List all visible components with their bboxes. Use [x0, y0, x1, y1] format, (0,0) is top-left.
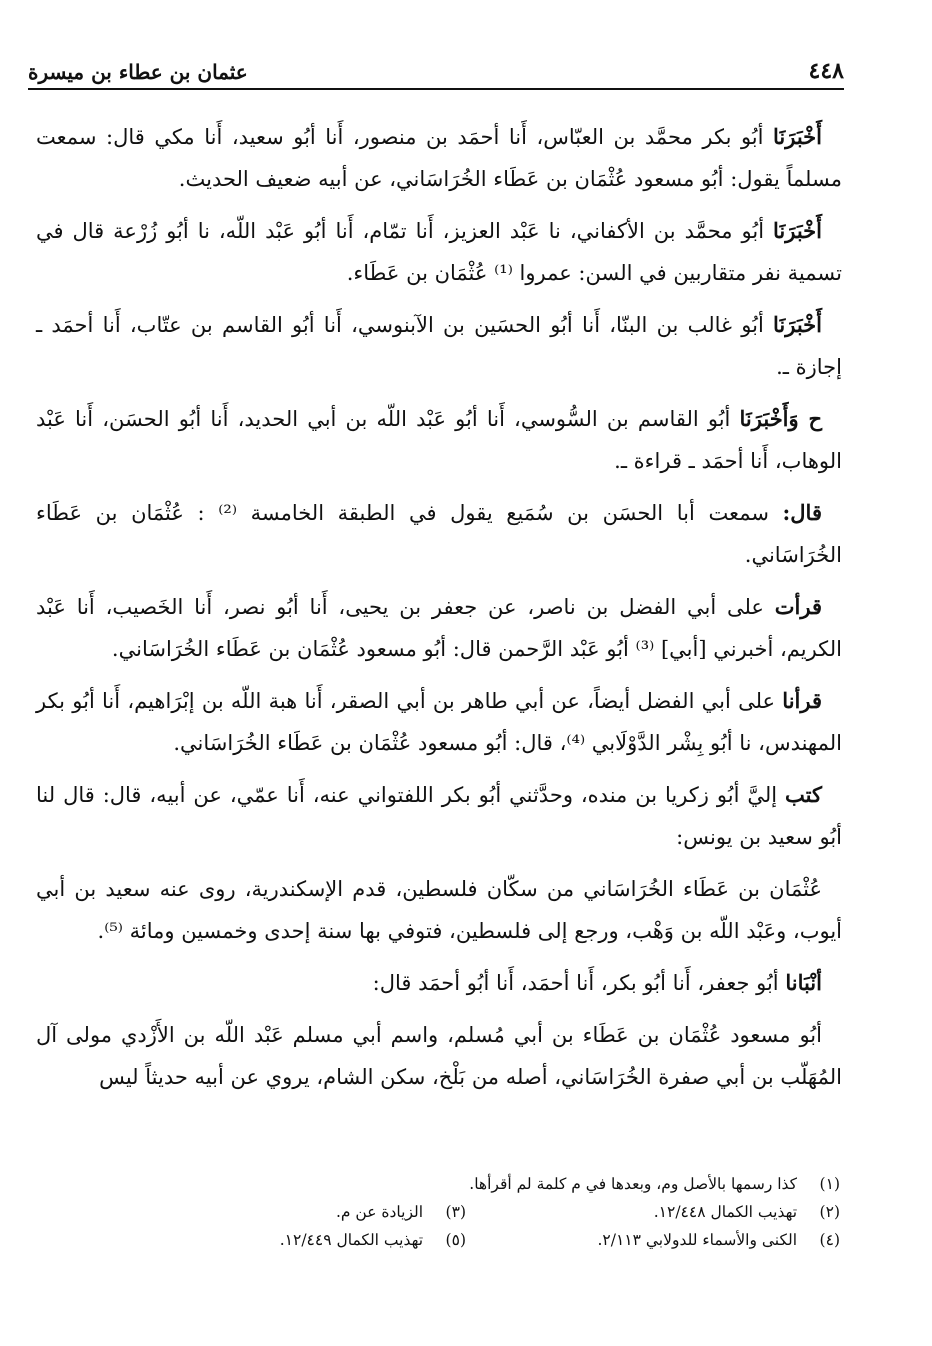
paragraph-text: عُثْمَان بن عَطَاء الخُرَاسَاني من سكّان فلسطين، قدم الإسكندرية، روى عنه سعيد بن أبي أيوب، وعَبْد اللّه بن وَهْب، ورجع إلى فلسطين، فتوفي بها سنة إحدى وخمسين ومائة ⁽⁵⁾.	[36, 877, 842, 943]
paragraph-text: على أبي الفضل أيضاً، عن أبي طاهر بن أبي الصقر، أَنا هبة اللّه بن إبْرَاهيم، أَنا أبُو بكر المهندس، نا أبُو بِشْر الدَّوْلَابي ⁽⁴⁾، قال: أبُو مسعود عُثْمَان بن عَطَاء الخُرَاسَاني.	[36, 689, 842, 755]
paragraph-lead: أَخْبَرَنَا	[773, 218, 822, 243]
footnote-2	[466, 1198, 840, 1226]
footnotes	[92, 1170, 840, 1254]
paragraph-2	[36, 210, 842, 294]
footnote-text: الكنى والأسماء للدولابي ٢/١١٣.	[597, 1231, 798, 1249]
paragraph-1	[36, 116, 842, 200]
paragraph-lead: ح وَأَخْبَرَنَا	[739, 406, 822, 431]
paragraph-lead: قال:	[782, 500, 822, 525]
paragraph-lead: كتب	[785, 782, 822, 807]
paragraph-text: على أبي الفضل بن ناصر، عن جعفر بن يحيى، أَنا أبُو نصر، أَنا الخَصيب، أَنا عَبْد الكريم، أخبرني [أبي] ⁽³⁾ أبُو عَبْد الرَّحمن قال: أبُو مسعود عُثْمَان بن عَطَاء الخُرَاسَاني.	[36, 595, 842, 661]
footnote-text: تهذيب الكمال ١٢/٤٤٨.	[653, 1203, 798, 1221]
footnote-number: (٣)	[445, 1203, 466, 1221]
paragraph-5	[36, 492, 842, 576]
paragraph-10	[36, 962, 842, 1004]
footnote-text: كذا رسمها بالأصل وم، وبعدها في م كلمة لم أقرأها.	[469, 1175, 798, 1193]
paragraph-8	[36, 774, 842, 858]
paragraph-3	[36, 304, 842, 388]
footnote-number: (٤)	[819, 1231, 840, 1249]
paragraph-4	[36, 398, 842, 482]
footnote-text: الزيادة عن م.	[335, 1203, 424, 1221]
paragraph-lead: قرأت	[774, 594, 822, 619]
paragraph-lead: قرأنا	[782, 688, 822, 713]
paragraph-text: أبُو القاسم بن السُّوسي، أَنا أبُو عَبْد اللّه بن أبي الحديد، أَنا أبُو الحسَن، أَنا عَبْد الوهاب، أَنا أحمَد ـ قراءة ـ.	[36, 407, 842, 473]
footnote-number: (١)	[819, 1175, 840, 1193]
paragraph-text: سمعت أبا الحسَن بن سُمَيع يقول في الطبقة الخامسة ⁽²⁾ : عُثْمَان بن عَطَاء الخُرَاسَاني.	[36, 501, 842, 567]
footnote-number: (٢)	[819, 1203, 840, 1221]
footnote-row	[92, 1170, 840, 1198]
paragraph-lead: أَخْبَرَنَا	[773, 124, 822, 149]
footnote-number: (٥)	[445, 1231, 466, 1249]
paragraph-text: أبُو غالب بن البنّا، أَنا أبُو الحسَين بن الآبنوسي، أَنا أبُو القاسم بن عتّاب، أَنا أحمَد ـ إجازة ـ.	[36, 313, 842, 379]
footnote-1	[469, 1170, 840, 1198]
footnote-row	[92, 1226, 840, 1254]
paragraph-11	[36, 1014, 842, 1098]
footnote-text: تهذيب الكمال ١٢/٤٤٩.	[279, 1231, 424, 1249]
paragraph-9	[36, 868, 842, 952]
paragraph-text: أبُو مسعود عُثْمَان بن عَطَاء بن أبي مُسلم، واسم أبي مسلم عَبْد اللّه بن الأَزْدي مولى آل المُهَلّب بن أبي صفرة الخُرَاسَاني، أصله من بَلْخ، سكن الشام، يروي عن أبيه حديثاً ليس	[36, 1023, 842, 1089]
main-text	[36, 116, 842, 1108]
paragraph-lead: أنْبَانا	[785, 970, 822, 995]
paragraph-text: أبُو جعفر، أَنا أبُو بكر، أَنا أحمَد، أَنا أبُو أحمَد قال:	[372, 971, 786, 995]
footnote-5	[92, 1226, 466, 1254]
paragraph-7	[36, 680, 842, 764]
paragraph-text: إليَّ أبُو زكريا بن منده، وحدَّثني أبُو بكر اللفتواني عنه، أَنا عمّي، عن أبيه، قال: قال لنا أبُو سعيد بن يونس:	[36, 783, 842, 849]
paragraph-6	[36, 586, 842, 670]
footnote-3	[92, 1198, 466, 1226]
footnote-row	[92, 1198, 840, 1226]
running-title: عثمان بن عطاء بن ميسرة	[28, 60, 248, 84]
paragraph-text: أبُو محمَّد بن الأكفاني، نا عَبْد العزيز، أَنا تمّام، أَنا أبُو عَبْد اللّه، نا أبُو زُرْعة قال في تسمية نفر متقاربين في السن: عمروا ⁽¹⁾ عُثْمَان بن عَطَاء.	[36, 219, 842, 285]
paragraph-text: أبُو بكر محمَّد بن العبّاس، أَنا أحمَد بن منصور، أَنا أبُو سعيد، أَنا مكي قال: سمعت مسلماً يقول: أبُو مسعود عُثْمَان بن عَطَاء الخُرَاسَاني، عن أبيه ضعيف الحديث.	[36, 125, 842, 191]
page-number: ٤٤٨	[808, 58, 844, 84]
page-header	[28, 56, 844, 90]
footnote-4	[466, 1226, 840, 1254]
paragraph-lead: أَخْبَرَنَا	[773, 312, 822, 337]
